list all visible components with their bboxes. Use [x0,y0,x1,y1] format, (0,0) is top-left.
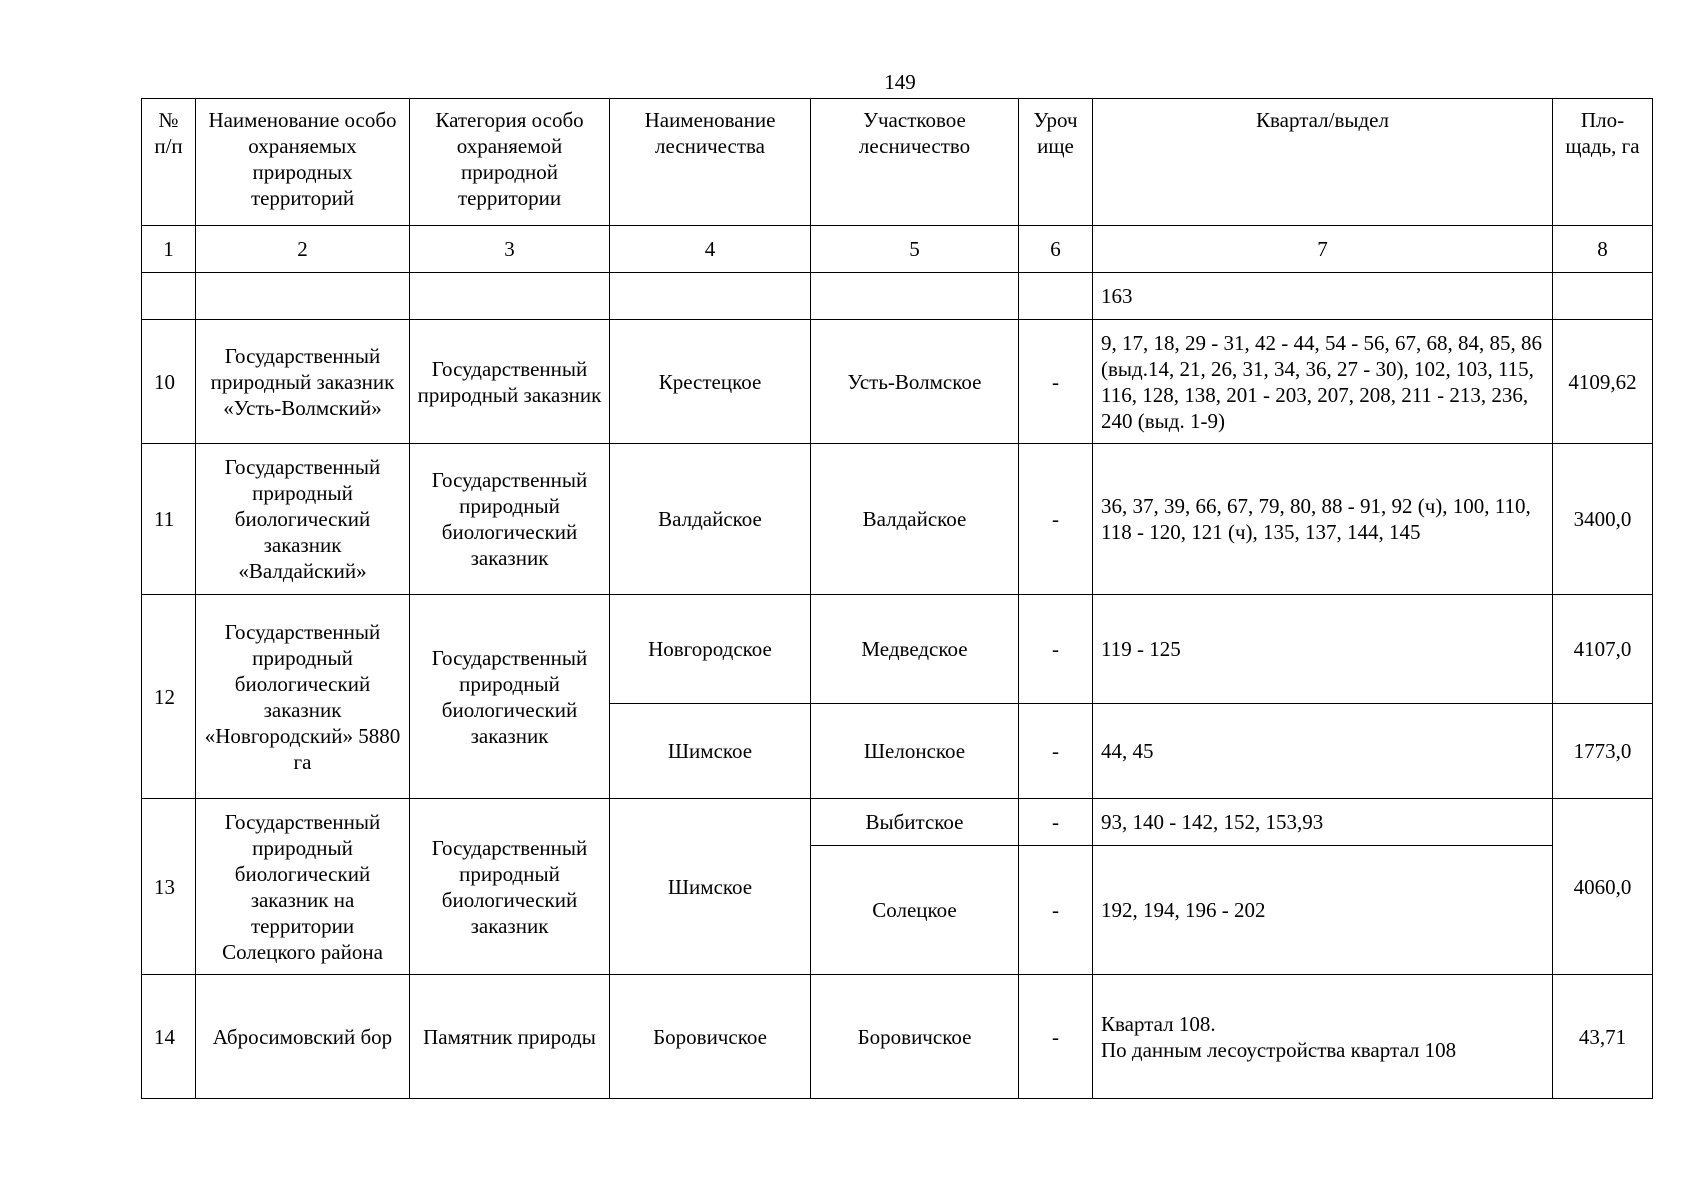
forestry-cell: Шимское [610,799,811,975]
area-cell: 43,71 [1553,975,1653,1099]
urochishche-cell: - [1019,444,1093,595]
header-cell-name: Наименование особо охраняемых природных территорий [196,99,410,226]
category-cell: Государственный природный биологический заказник [410,799,610,975]
area-cell: 4060,0 [1553,799,1653,975]
protected-areas-table [141,98,1653,1099]
area-name-cell: Государственный природный биологический заказник «Новгородский» 5880 га [196,595,410,799]
table-row [142,595,1653,704]
kvartal-cell: 163 [1093,273,1553,320]
continuation-row [142,273,1653,320]
row-number: 12 [142,595,196,799]
header-row [142,99,1653,226]
forestry-cell: Крестецкое [610,320,811,444]
kvartal-cell: 93, 140 - 142, 152, 153,93 [1093,799,1553,846]
area-cell: 4109,62 [1553,320,1653,444]
table-cell [811,273,1019,320]
header-cell-area: Пло- щадь, га [1553,99,1653,226]
kvartal-cell: 44, 45 [1093,704,1553,799]
table-row [142,975,1653,1099]
urochishche-cell: - [1019,320,1093,444]
row-number: 10 [142,320,196,444]
column-number: 7 [1093,226,1553,273]
kvartal-cell: 36, 37, 39, 66, 67, 79, 80, 88 - 91, 92 (ч), 100, 110, 118 - 120, 121 (ч), 135, 137, 144, 145 [1093,444,1553,595]
column-number: 1 [142,226,196,273]
column-number-row [142,226,1653,273]
header-cell-forestry: Наименование лесничества [610,99,811,226]
district-forestry-cell: Медведское [811,595,1019,704]
table-cell [410,273,610,320]
column-number: 5 [811,226,1019,273]
table-cell [142,273,196,320]
category-cell: Государственный природный биологический заказник [410,595,610,799]
row-number: 11 [142,444,196,595]
urochishche-cell: - [1019,704,1093,799]
urochishche-cell: - [1019,799,1093,846]
column-number: 3 [410,226,610,273]
area-name-cell: Государственный природный биологический заказник на территории Солецкого района [196,799,410,975]
header-cell-kvartal: Квартал/выдел [1093,99,1553,226]
district-forestry-cell: Выбитское [811,799,1019,846]
forestry-cell: Валдайское [610,444,811,595]
column-number: 2 [196,226,410,273]
table-cell [610,273,811,320]
urochishche-cell: - [1019,846,1093,975]
kvartal-cell: 119 - 125 [1093,595,1553,704]
header-cell-number: № п/п [142,99,196,226]
area-cell: 4107,0 [1553,595,1653,704]
header-cell-category: Категория особо охраняемой природной территории [410,99,610,226]
area-cell: 3400,0 [1553,444,1653,595]
kvartal-cell: Квартал 108. По данным лесоустройства квартал 108 [1093,975,1553,1099]
category-cell: Государственный природный заказник [410,320,610,444]
column-number: 8 [1553,226,1653,273]
header-cell-district-forestry: Участковое лесничество [811,99,1019,226]
column-number: 4 [610,226,811,273]
page-number: 149 [884,70,916,94]
area-name-cell: Государственный природный заказник «Усть-Волмский» [196,320,410,444]
table-cell [196,273,410,320]
district-forestry-cell: Солецкое [811,846,1019,975]
table-row [142,799,1653,846]
table-row [142,320,1653,444]
category-cell: Государственный природный биологический заказник [410,444,610,595]
table-row [142,444,1653,595]
kvartal-cell: 9, 17, 18, 29 - 31, 42 - 44, 54 - 56, 67, 68, 84, 85, 86 (выд.14, 21, 26, 31, 34, 36, 27 - 30), 102, 103, 115, 116, 128, 138, 201 - 203, 207, 208, 211 - 213, 236, 240 (выд. 1-9) [1093,320,1553,444]
district-forestry-cell: Боровичское [811,975,1019,1099]
kvartal-cell: 192, 194, 196 - 202 [1093,846,1553,975]
table-cell [1553,273,1653,320]
urochishche-cell: - [1019,595,1093,704]
urochishche-cell: - [1019,975,1093,1099]
area-cell: 1773,0 [1553,704,1653,799]
district-forestry-cell: Валдайское [811,444,1019,595]
area-name-cell: Государственный природный биологический заказник «Валдайский» [196,444,410,595]
table-cell [1019,273,1093,320]
forestry-cell: Новгородское [610,595,811,704]
district-forestry-cell: Усть-Волмское [811,320,1019,444]
row-number: 13 [142,799,196,975]
forestry-cell: Шимское [610,704,811,799]
row-number: 14 [142,975,196,1099]
header-cell-urochishche: Уроч ище [1019,99,1093,226]
area-name-cell: Абросимовский бор [196,975,410,1099]
forestry-cell: Боровичское [610,975,811,1099]
column-number: 6 [1019,226,1093,273]
category-cell: Памятник природы [410,975,610,1099]
district-forestry-cell: Шелонское [811,704,1019,799]
